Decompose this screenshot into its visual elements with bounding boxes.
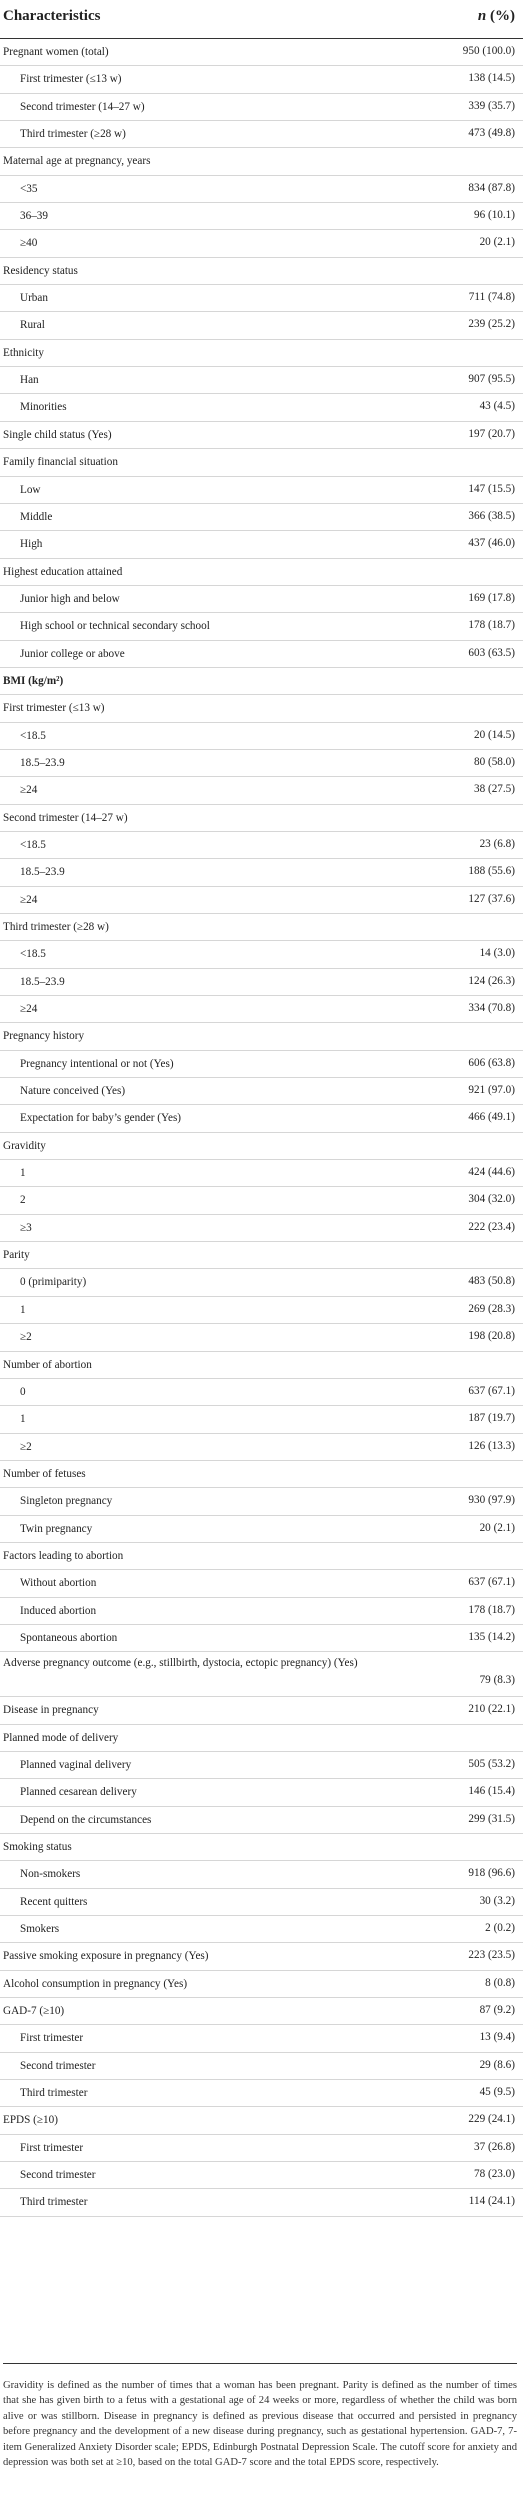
row-value: 366 (38.5) [468, 509, 515, 522]
row-label: Third trimester [20, 2087, 88, 2100]
row-label: <35 [20, 182, 38, 195]
table-row [0, 1861, 523, 1888]
table-row [0, 1697, 523, 1724]
row-value: 424 (44.6) [468, 1166, 515, 1179]
row-value: 23 (6.8) [479, 837, 515, 850]
table-row [0, 258, 523, 285]
table-row [0, 1187, 523, 1214]
row-value: 20 (14.5) [473, 728, 515, 741]
table-row [0, 1406, 523, 1433]
table-row [0, 477, 523, 504]
table-row [0, 504, 523, 531]
table-row [0, 941, 523, 968]
row-label: Planned vaginal delivery [20, 1758, 132, 1771]
row-value: 483 (50.8) [468, 1275, 515, 1288]
row-label: <18.5 [20, 838, 46, 851]
row-value: 188 (55.6) [468, 865, 515, 878]
table-row [0, 1779, 523, 1806]
row-label: Han [20, 374, 39, 387]
table-row [0, 1105, 523, 1132]
table-row [0, 1461, 523, 1488]
table-row [0, 1570, 523, 1597]
row-label: BMI (kg/m²) [3, 674, 64, 687]
row-label: Spontaneous abortion [20, 1631, 118, 1644]
row-label: 0 [20, 1385, 26, 1398]
table-row [0, 613, 523, 640]
table-row [0, 777, 523, 804]
header-n-percent [478, 8, 515, 25]
row-label: Single child status (Yes) [3, 428, 112, 441]
row-value: 505 (53.2) [468, 1757, 515, 1770]
table-row [0, 1652, 523, 1697]
row-value: 178 (18.7) [468, 1603, 515, 1616]
table-row [0, 1078, 523, 1105]
row-value: 8 (0.8) [485, 1976, 515, 1989]
row-value: 473 (49.8) [468, 127, 515, 140]
row-value: 38 (27.5) [473, 783, 515, 796]
row-label: Middle [20, 510, 53, 523]
table-row [0, 1488, 523, 1515]
row-label: Expectation for baby’s gender (Yes) [20, 1112, 182, 1125]
row-label: Without abortion [20, 1577, 97, 1590]
row-label: First trimester (≤13 w) [20, 73, 122, 86]
table-row [0, 887, 523, 914]
header-n: n [477, 8, 487, 24]
row-value: 87 (9.2) [479, 2004, 515, 2017]
row-label: Maternal age at pregnancy, years [3, 155, 151, 168]
row-value: 13 (9.4) [479, 2031, 515, 2044]
table-row [0, 94, 523, 121]
row-value: 45 (9.5) [479, 2086, 515, 2099]
table-row [0, 723, 523, 750]
row-value: 114 (24.1) [468, 2195, 515, 2208]
row-value: 135 (14.2) [468, 1630, 515, 1643]
row-label: ≥3 [20, 1221, 32, 1234]
row-value: 918 (96.6) [468, 1867, 515, 1880]
row-label: Alcohol consumption in pregnancy (Yes) [3, 1977, 188, 1990]
row-label: Low [20, 483, 41, 496]
row-value: 304 (32.0) [468, 1193, 515, 1206]
table-row [0, 1023, 523, 1050]
header-percent: (%) [486, 8, 515, 24]
table-row [0, 1971, 523, 1998]
table-row [0, 695, 523, 722]
table-row [0, 586, 523, 613]
row-label: 18.5–23.9 [20, 756, 65, 769]
table-row [0, 1215, 523, 1242]
table-row [0, 1379, 523, 1406]
row-label: 0 (primiparity) [20, 1276, 87, 1289]
row-label: Parity [3, 1249, 30, 1262]
row-value: 37 (26.8) [473, 2140, 515, 2153]
row-label: Planned cesarean delivery [20, 1786, 137, 1799]
row-label: Induced abortion [20, 1604, 97, 1617]
header-characteristics: Characteristics [3, 8, 101, 24]
table-row [0, 394, 523, 421]
table-row [0, 1051, 523, 1078]
row-value: 637 (67.1) [468, 1576, 515, 1589]
row-value: 126 (13.3) [468, 1439, 515, 1452]
row-value: 210 (22.1) [468, 1703, 515, 1716]
row-label: First trimester [20, 2141, 84, 2154]
row-value: 80 (58.0) [473, 755, 515, 768]
row-label: Second trimester (14–27 w) [20, 100, 145, 113]
table-body [0, 39, 523, 2217]
row-label: Pregnant women (total) [3, 46, 109, 58]
table-row [0, 176, 523, 203]
row-value: 29 (8.6) [479, 2058, 515, 2071]
row-label: 18.5–23.9 [20, 975, 65, 988]
table-row [0, 1133, 523, 1160]
table-row [0, 750, 523, 777]
row-value: 229 (24.1) [468, 2113, 515, 2126]
row-label: Minorities [20, 401, 67, 414]
row-value: 30 (3.2) [479, 1894, 515, 1907]
row-value: 20 (2.1) [479, 1521, 515, 1534]
table-row [0, 641, 523, 668]
table-row [0, 203, 523, 230]
row-label: 2 [20, 1194, 26, 1207]
table-row [0, 2080, 523, 2107]
row-label: High [20, 538, 43, 551]
table-row [0, 996, 523, 1023]
row-value: 178 (18.7) [468, 619, 515, 632]
row-label: First trimester (≤13 w) [3, 702, 105, 715]
table-row [0, 1725, 523, 1752]
row-value: 711 (74.8) [468, 291, 515, 304]
row-value: 950 (100.0) [462, 45, 515, 57]
row-label: Adverse pregnancy outcome (e.g., stillbirth, dystocia, ectopic pregnancy) (Yes) [3, 1657, 358, 1670]
table-row [0, 1834, 523, 1861]
row-label: ≥24 [20, 893, 38, 906]
row-value: 269 (28.3) [468, 1302, 515, 1315]
table-row [0, 668, 523, 695]
row-label: Junior high and below [20, 592, 120, 605]
row-label: Smokers [20, 1923, 60, 1936]
table-footnote: Gravidity is defined as the number of times that a woman has been pregnant. Parity is defined as the number of times that she has given birth to a fetus with a gestational age of 24 weeks or more, regardless of whether the child was born alive or was stillborn. Disease in pregnancy is defined as previous disease that occurred and persisted in pregnancy before pregnancy and the development of a new disease during pregnancy, such as gestational hypertension. GAD-7, 7-item Generalized Anxiety Disorder scale; EPDS, Edinburgh Postnatal Depression Scale. The cutoff score for anxiety and depression was both set at ≥10, based on the total GAD-7 score and the total EPDS score, respectively. [3, 2363, 517, 2470]
row-value: 14 (3.0) [479, 947, 515, 960]
table-row [0, 39, 523, 66]
row-label: Rural [20, 319, 45, 332]
table-row [0, 422, 523, 449]
row-value: 921 (97.0) [468, 1084, 515, 1097]
table-row [0, 1943, 523, 1970]
table-row [0, 1543, 523, 1570]
table-row [0, 1160, 523, 1187]
row-value: 930 (97.9) [468, 1494, 515, 1507]
table-row [0, 1889, 523, 1916]
table-row [0, 1598, 523, 1625]
row-label: <18.5 [20, 729, 46, 742]
row-label: Second trimester [20, 2059, 96, 2072]
row-value: 2 (0.2) [485, 1922, 515, 1935]
row-value: 907 (95.5) [468, 373, 515, 386]
row-value: 637 (67.1) [468, 1384, 515, 1397]
table-row [0, 2135, 523, 2162]
row-value: 146 (15.4) [468, 1785, 515, 1798]
row-label: Third trimester (≥28 w) [20, 128, 126, 141]
row-value: 198 (20.8) [468, 1330, 515, 1343]
table-row [0, 1269, 523, 1296]
row-value: 78 (23.0) [473, 2168, 515, 2181]
row-label: Third trimester (≥28 w) [3, 921, 109, 933]
table-row [0, 832, 523, 859]
row-value: 20 (2.1) [479, 236, 515, 249]
row-label: 18.5–23.9 [20, 866, 65, 879]
row-value: 603 (63.5) [468, 646, 515, 659]
table-row [0, 2162, 523, 2189]
row-label: EPDS (≥10) [3, 2114, 58, 2127]
row-label: 1 [20, 1303, 26, 1316]
row-value: 43 (4.5) [479, 400, 515, 413]
row-label: 1 [20, 1167, 26, 1180]
table-row [0, 312, 523, 339]
row-label: First trimester [20, 2032, 84, 2045]
row-label: Nature conceived (Yes) [20, 1085, 126, 1098]
row-label: Pregnancy history [3, 1030, 85, 1043]
row-label: Recent quitters [20, 1895, 88, 1908]
table-row [0, 1807, 523, 1834]
row-label: Third trimester [20, 2196, 88, 2209]
table-header [0, 0, 523, 39]
row-value: 299 (31.5) [468, 1812, 515, 1825]
table-row [0, 148, 523, 175]
row-value: 334 (70.8) [468, 1002, 515, 1015]
table-row [0, 1625, 523, 1652]
table-row [0, 285, 523, 312]
row-value: 124 (26.3) [468, 974, 515, 987]
table-row [0, 559, 523, 586]
table-row [0, 1516, 523, 1543]
row-label: Second trimester (14–27 w) [3, 811, 128, 824]
row-value: 437 (46.0) [468, 537, 515, 550]
row-value: 138 (14.5) [468, 72, 515, 85]
table-row [0, 859, 523, 886]
row-value: 239 (25.2) [468, 318, 515, 331]
table-row [0, 1352, 523, 1379]
row-value: 127 (37.6) [468, 892, 515, 905]
row-value: 197 (20.7) [468, 427, 515, 440]
row-value: 606 (63.8) [468, 1056, 515, 1069]
row-label: 36–39 [20, 210, 48, 223]
table-row [0, 805, 523, 832]
table-row [0, 1916, 523, 1943]
table-row [0, 1998, 523, 2025]
row-label: Number of fetuses [3, 1467, 86, 1480]
table-row [0, 1297, 523, 1324]
row-label: Urban [20, 292, 48, 305]
row-label: Smoking status [3, 1841, 72, 1853]
row-label: Passive smoking exposure in pregnancy (Yes) [3, 1950, 209, 1963]
row-label: Residency status [3, 264, 78, 277]
row-label: Ethnicity [3, 346, 45, 359]
table-row [0, 449, 523, 476]
row-label: 1 [20, 1413, 26, 1426]
row-value: 147 (15.5) [468, 482, 515, 495]
table-row [0, 2107, 523, 2134]
row-label: Highest education attained [3, 565, 123, 578]
row-label: Junior college or above [20, 647, 125, 660]
row-label: High school or technical secondary school [20, 620, 210, 633]
row-label: Depend on the circumstances [20, 1813, 152, 1826]
row-label: Singleton pregnancy [20, 1495, 113, 1508]
table-row [0, 1242, 523, 1269]
table-row [0, 531, 523, 558]
row-label: ≥24 [20, 1003, 38, 1016]
table-row [0, 121, 523, 148]
row-value: 339 (35.7) [468, 99, 515, 112]
row-label: Non-smokers [20, 1868, 81, 1881]
row-value: 834 (87.8) [468, 181, 515, 194]
row-value: 169 (17.8) [468, 591, 515, 604]
table-row [0, 230, 523, 257]
row-label: GAD-7 (≥10) [3, 2005, 65, 2018]
row-label: Disease in pregnancy [3, 1704, 99, 1717]
table-row [0, 2053, 523, 2080]
row-label: ≥24 [20, 784, 38, 797]
table-row [0, 2025, 523, 2052]
table-row [0, 367, 523, 394]
row-label: Twin pregnancy [20, 1522, 93, 1535]
row-label: Pregnancy intentional or not (Yes) [20, 1057, 174, 1070]
table-row [0, 340, 523, 367]
row-value: 96 (10.1) [473, 209, 515, 222]
row-value: 223 (23.5) [468, 1949, 515, 1962]
row-label: <18.5 [20, 948, 46, 961]
table-row [0, 66, 523, 93]
table-row [0, 914, 523, 941]
row-label: Second trimester [20, 2169, 96, 2182]
row-value: 222 (23.4) [468, 1220, 515, 1233]
table-row [0, 1324, 523, 1351]
row-label: Family financial situation [3, 456, 118, 469]
table-row [0, 2189, 523, 2216]
table-row [0, 1752, 523, 1779]
table-row [0, 1434, 523, 1461]
row-value: 187 (19.7) [468, 1412, 515, 1425]
row-label: ≥2 [20, 1331, 32, 1344]
table-row [0, 969, 523, 996]
row-label: Number of abortion [3, 1358, 92, 1371]
row-label: Factors leading to abortion [3, 1549, 124, 1562]
row-label: ≥2 [20, 1440, 32, 1453]
row-value: 466 (49.1) [468, 1111, 515, 1124]
row-label: Planned mode of delivery [3, 1731, 119, 1744]
row-label: ≥40 [20, 237, 38, 250]
row-value: 79 (8.3) [479, 1674, 515, 1687]
row-label: Gravidity [3, 1139, 46, 1152]
